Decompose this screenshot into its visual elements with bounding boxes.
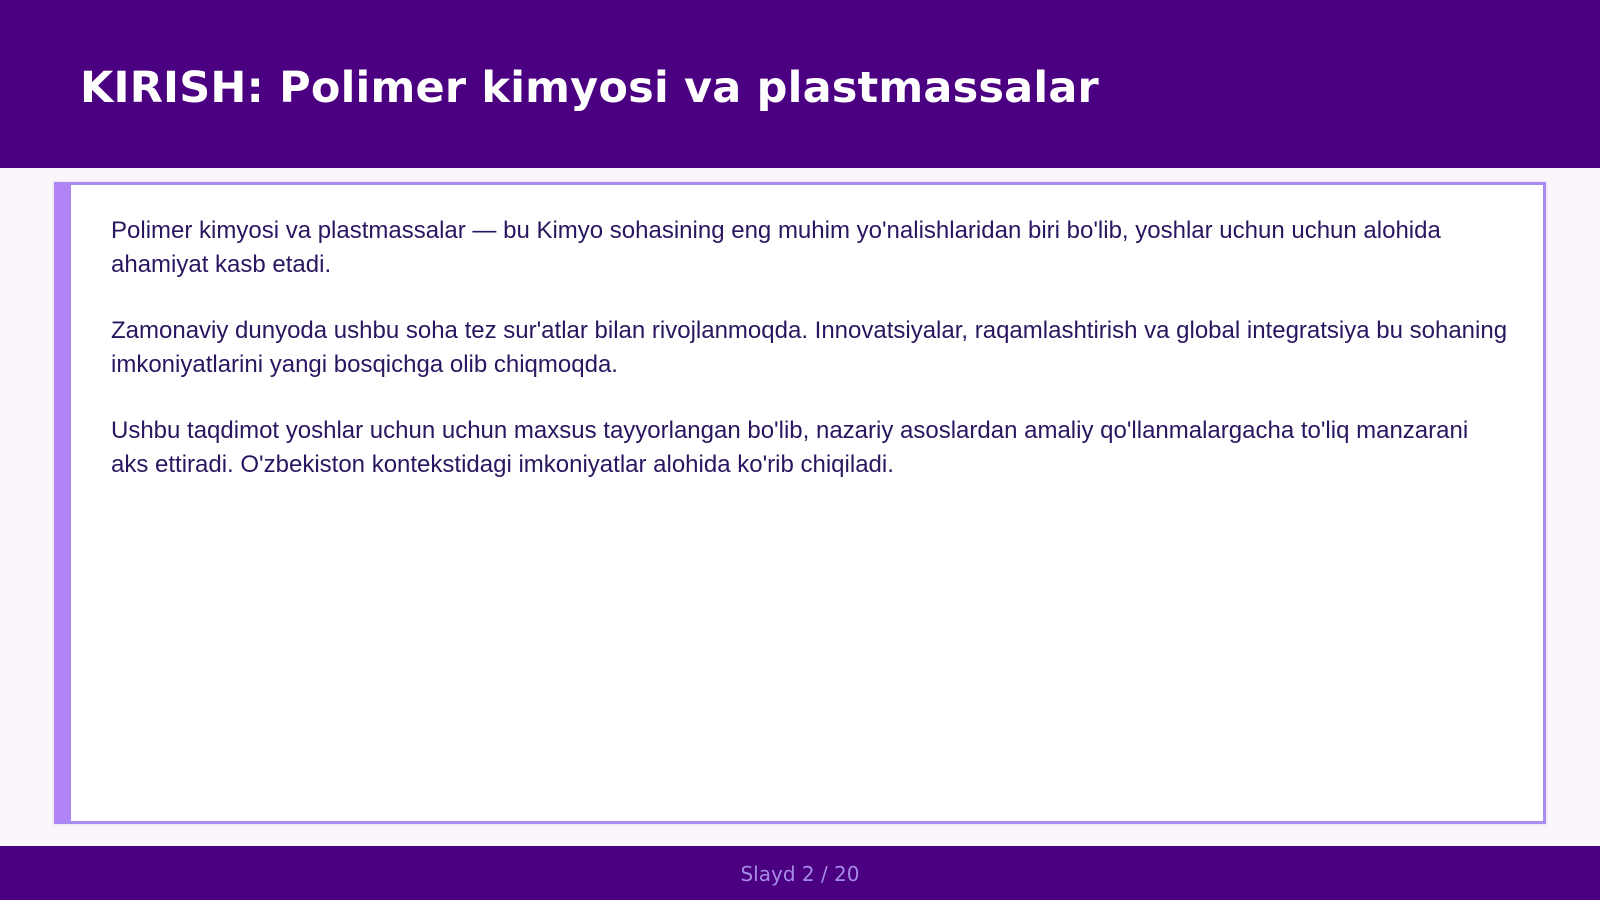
slide-footer <box>0 846 1600 900</box>
intro-paragraph-2: Zamonaviy dunyoda ushbu soha tez sur'atlar bilan rivojlanmoqda. Innovatsiyalar, raqamlashtirish va global integratsiya bu sohaning imkoniyatlarini yangi bosqichga olib chiqmoqda. <box>111 317 1508 378</box>
slide-counter: Slayd 2 / 20 <box>740 862 860 886</box>
intro-paragraph-1: Polimer kimyosi va plastmassalar — bu Kimyo sohasining eng muhim yo'nalishlaridan biri bo'lib, yoshlar uchun uchun alohida ahamiyat kasb etadi. <box>111 217 1441 278</box>
intro-paragraph-3: Ushbu taqdimot yoshlar uchun uchun maxsus tayyorlangan bo'lib, nazariy asoslardan amaliy qo'llanmalargacha to'liq manzarani aks ettiradi. O'zbekiston kontekstidagi imkoniyatlar alohida ko'rib chiqiladi. <box>111 417 1469 478</box>
content-card <box>54 182 1546 824</box>
slide-title: KIRISH: Polimer kimyosi va plastmassalar <box>80 63 1099 113</box>
content-text-block <box>111 214 1511 514</box>
slide-header <box>0 0 1600 168</box>
